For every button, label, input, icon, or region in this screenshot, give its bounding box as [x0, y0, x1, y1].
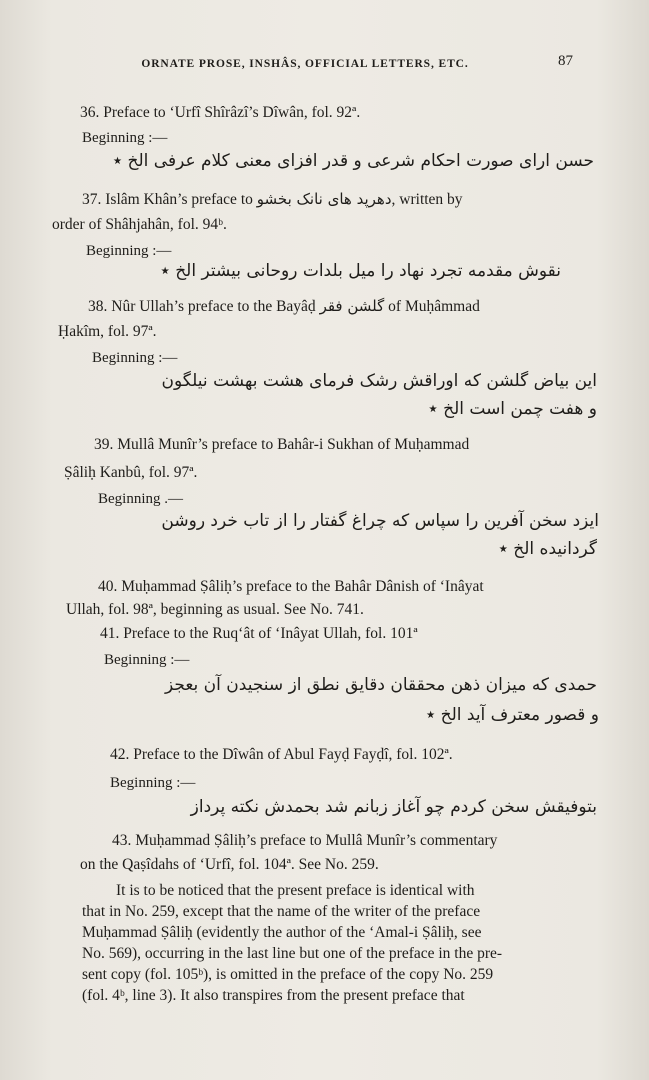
entry-36-title: 36. Preface to ‘Urfî Shîrâzî’s Dîwân, fol. 92ª.: [80, 104, 361, 121]
entry-42-beginning-label: Beginning :—: [110, 775, 196, 791]
entry-43-paragraph: [82, 880, 617, 1006]
entry-42-persian-verse: بتوفیقش سخن کردم چو آغاز زبانم شد بحمدش نکته پرداز: [190, 797, 597, 817]
paragraph-line-6: (fol. 4ᵇ, line 3). It also transpires from the present preface that: [82, 987, 465, 1004]
entry-37-title: [82, 190, 463, 209]
entry-42-title: 42. Preface to the Dîwân of Abul Fayḍ Fayḍî, fol. 102ª.: [110, 746, 453, 763]
entry-39-persian-1: ایزد سخن آفرین را سپاس که چراغ گفتار را از تاب خرد روشن: [161, 511, 599, 531]
entry-41-beginning-label: Beginning :—: [104, 652, 190, 668]
entry-38-beginning-label: Beginning :—: [92, 350, 178, 366]
entry-41-persian-2: و قصور معترف آید الخ ٭: [425, 705, 599, 725]
entry-38-title: [88, 297, 480, 316]
entry-40-title: 40. Muḥammad Ṣâliḥ’s preface to the Bahâr Dânish of ‘Inâyat: [98, 578, 484, 595]
entry-38-title-post: of Muḥâmmad: [388, 298, 480, 315]
entry-38-line2: Ḥakîm, fol. 97ª.: [58, 323, 157, 340]
entry-39-line2: Ṣâliḥ Kanbû, fol. 97ª.: [64, 464, 198, 481]
paragraph-line-4: No. 569), occurring in the last line but one of the preface in the pre-: [82, 945, 503, 962]
entry-37-beginning-label: Beginning :—: [86, 243, 172, 259]
entry-38-persian-1: این بیاض گلشن که اوراقش رشک فرمای هشت بهشت نیلگون: [161, 371, 597, 391]
entry-38-title-persian: گلشن فقر: [319, 297, 385, 315]
entry-37-title-pre: 37. Islâm Khân’s preface to: [82, 191, 253, 208]
paragraph-line-1: It is to be noticed that the present preface is identical with: [116, 882, 475, 899]
entry-37-persian: نقوش مقدمه تجرد نهاد را میل بلدات روحانی بیشتر الخ ٭: [160, 261, 561, 281]
entry-38-title-pre: 38. Nûr Ullah’s preface to the Bayâḍ: [88, 298, 316, 315]
paragraph-line-2: that in No. 259, except that the name of the writer of the preface: [82, 903, 481, 920]
entry-37-title-post: , written by: [391, 191, 463, 208]
running-header: ORNATE PROSE, INSHÂS, OFFICIAL LETTERS, ETC.: [141, 58, 469, 70]
entry-36-persian: حسن ارای صورت احکام شرعی و قدر افزای معنی کلام عرفی الخ ٭: [112, 151, 594, 171]
entry-36-beginning-label: Beginning :—: [82, 130, 168, 146]
page-number: 87: [558, 53, 573, 69]
entry-43-title: 43. Muḥammad Ṣâliḥ’s preface to Mullâ Munîr’s commentary: [112, 832, 498, 849]
entry-37-line2: order of Shâhjahân, fol. 94ᵇ.: [52, 216, 227, 233]
entry-39-title: 39. Mullâ Munîr’s preface to Bahâr-i Sukhan of Muḥammad: [94, 436, 470, 453]
entry-39-persian-2: گردانیده الخ ٭: [498, 539, 597, 559]
entry-41-title: 41. Preface to the Ruq‘ât of ‘Inâyat Ullah, fol. 101ª: [100, 625, 418, 642]
entry-43-line2: on the Qaṣîdahs of ‘Urfî, fol. 104ª. See No. 259.: [80, 856, 379, 873]
entry-40-line2: Ullah, fol. 98ª, beginning as usual. See No. 741.: [66, 601, 364, 618]
paragraph-line-5: sent copy (fol. 105ᵇ), is omitted in the preface of the copy No. 259: [82, 966, 494, 983]
paragraph-line-3: Muḥammad Ṣâliḥ (evidently the author of the ‘Amal-i Ṣâliḥ, see: [82, 924, 482, 941]
entry-41-persian-1: حمدی که میزان ذهن محققان دقایق نطق از سنجیدن آن بعجز: [164, 675, 597, 695]
entry-39-beginning-label: Beginning .—: [98, 491, 183, 507]
entry-37-title-persian: دهرپد های نانک بخشو: [256, 190, 392, 208]
entry-38-persian-2: و هفت چمن است الخ ٭: [428, 399, 597, 419]
